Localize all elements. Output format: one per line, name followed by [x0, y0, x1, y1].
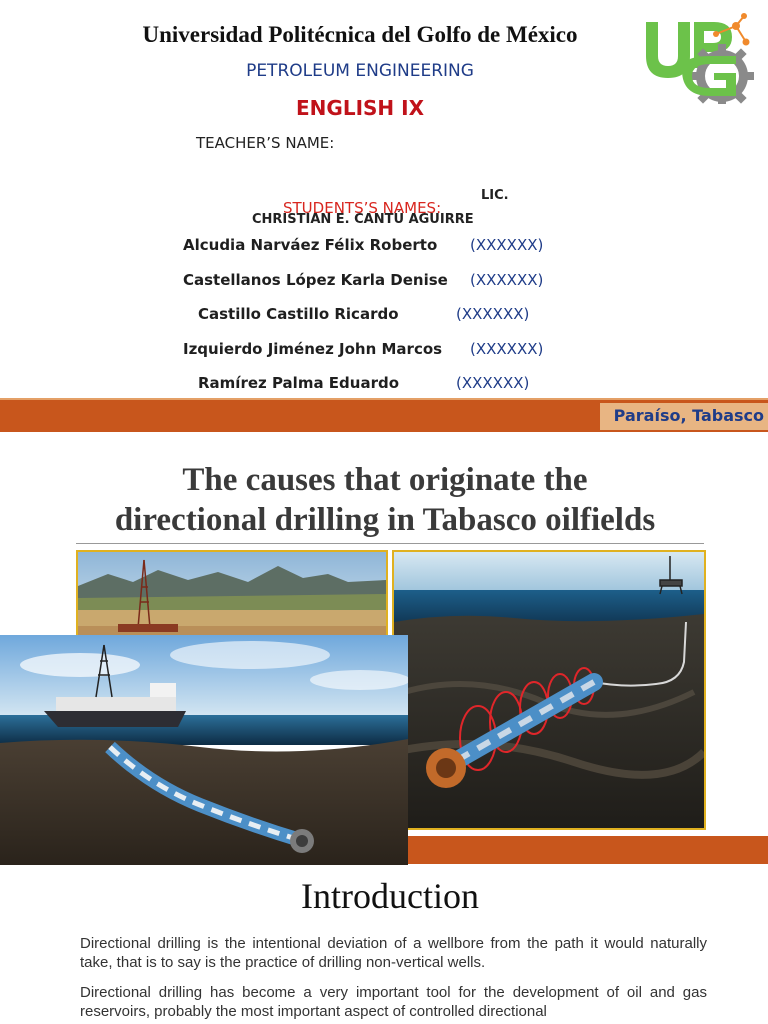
introduction-paragraph: Directional drilling has become a very important tool for the development of oil and gas reservoirs, probably the most important aspect of controlled directional [80, 984, 707, 1020]
introduction-heading: Introduction [301, 876, 479, 916]
upg-logo-icon [640, 12, 758, 104]
student-id: (XXXXXX) [456, 374, 530, 392]
student-name: Izquierdo Jiménez John Marcos [183, 340, 443, 358]
student-name: Castellanos López Karla Denise [183, 271, 448, 289]
students-label: STUDENTS’S NAMES: [283, 199, 442, 217]
teacher-name: CHRISTIAN E. CANTÚ AGUIRRE [252, 212, 474, 227]
orange-band-lower [408, 836, 768, 864]
university-name: Universidad Politécnica del Golfo de México [142, 22, 578, 47]
student-name: Alcudia Narváez Félix Roberto [183, 236, 438, 254]
land-rig-image [76, 550, 388, 644]
introduction-paragraph: Directional drilling is the intentional deviation of a wellbore from the path it would naturally take, that is to say is the practice of drilling non-vertical wells. [80, 935, 707, 971]
student-id: (XXXXXX) [470, 340, 544, 358]
student-name: Castillo Castillo Ricardo [198, 305, 399, 323]
student-id: (XXXXXX) [470, 271, 544, 289]
offshore-drilling-image [392, 550, 706, 830]
student-name: Ramírez Palma Eduardo [198, 374, 400, 392]
title-line-1: The causes that originate the [182, 462, 588, 498]
teacher-label: TEACHER’S NAME: [196, 134, 335, 152]
city-label: Paraíso, Tabasco [613, 406, 764, 425]
course-name: ENGLISH IX [296, 96, 424, 120]
student-id: (XXXXXX) [456, 305, 530, 323]
student-id: (XXXXXX) [470, 236, 544, 254]
title-line-2: directional drilling in Tabasco oilfields [114, 502, 656, 538]
document-title [40, 460, 730, 540]
department-name: PETROLEUM ENGINEERING [246, 61, 474, 81]
title-divider [76, 543, 704, 544]
teacher-prefix: LIC. [481, 188, 509, 203]
drill-ship-image [0, 635, 408, 865]
